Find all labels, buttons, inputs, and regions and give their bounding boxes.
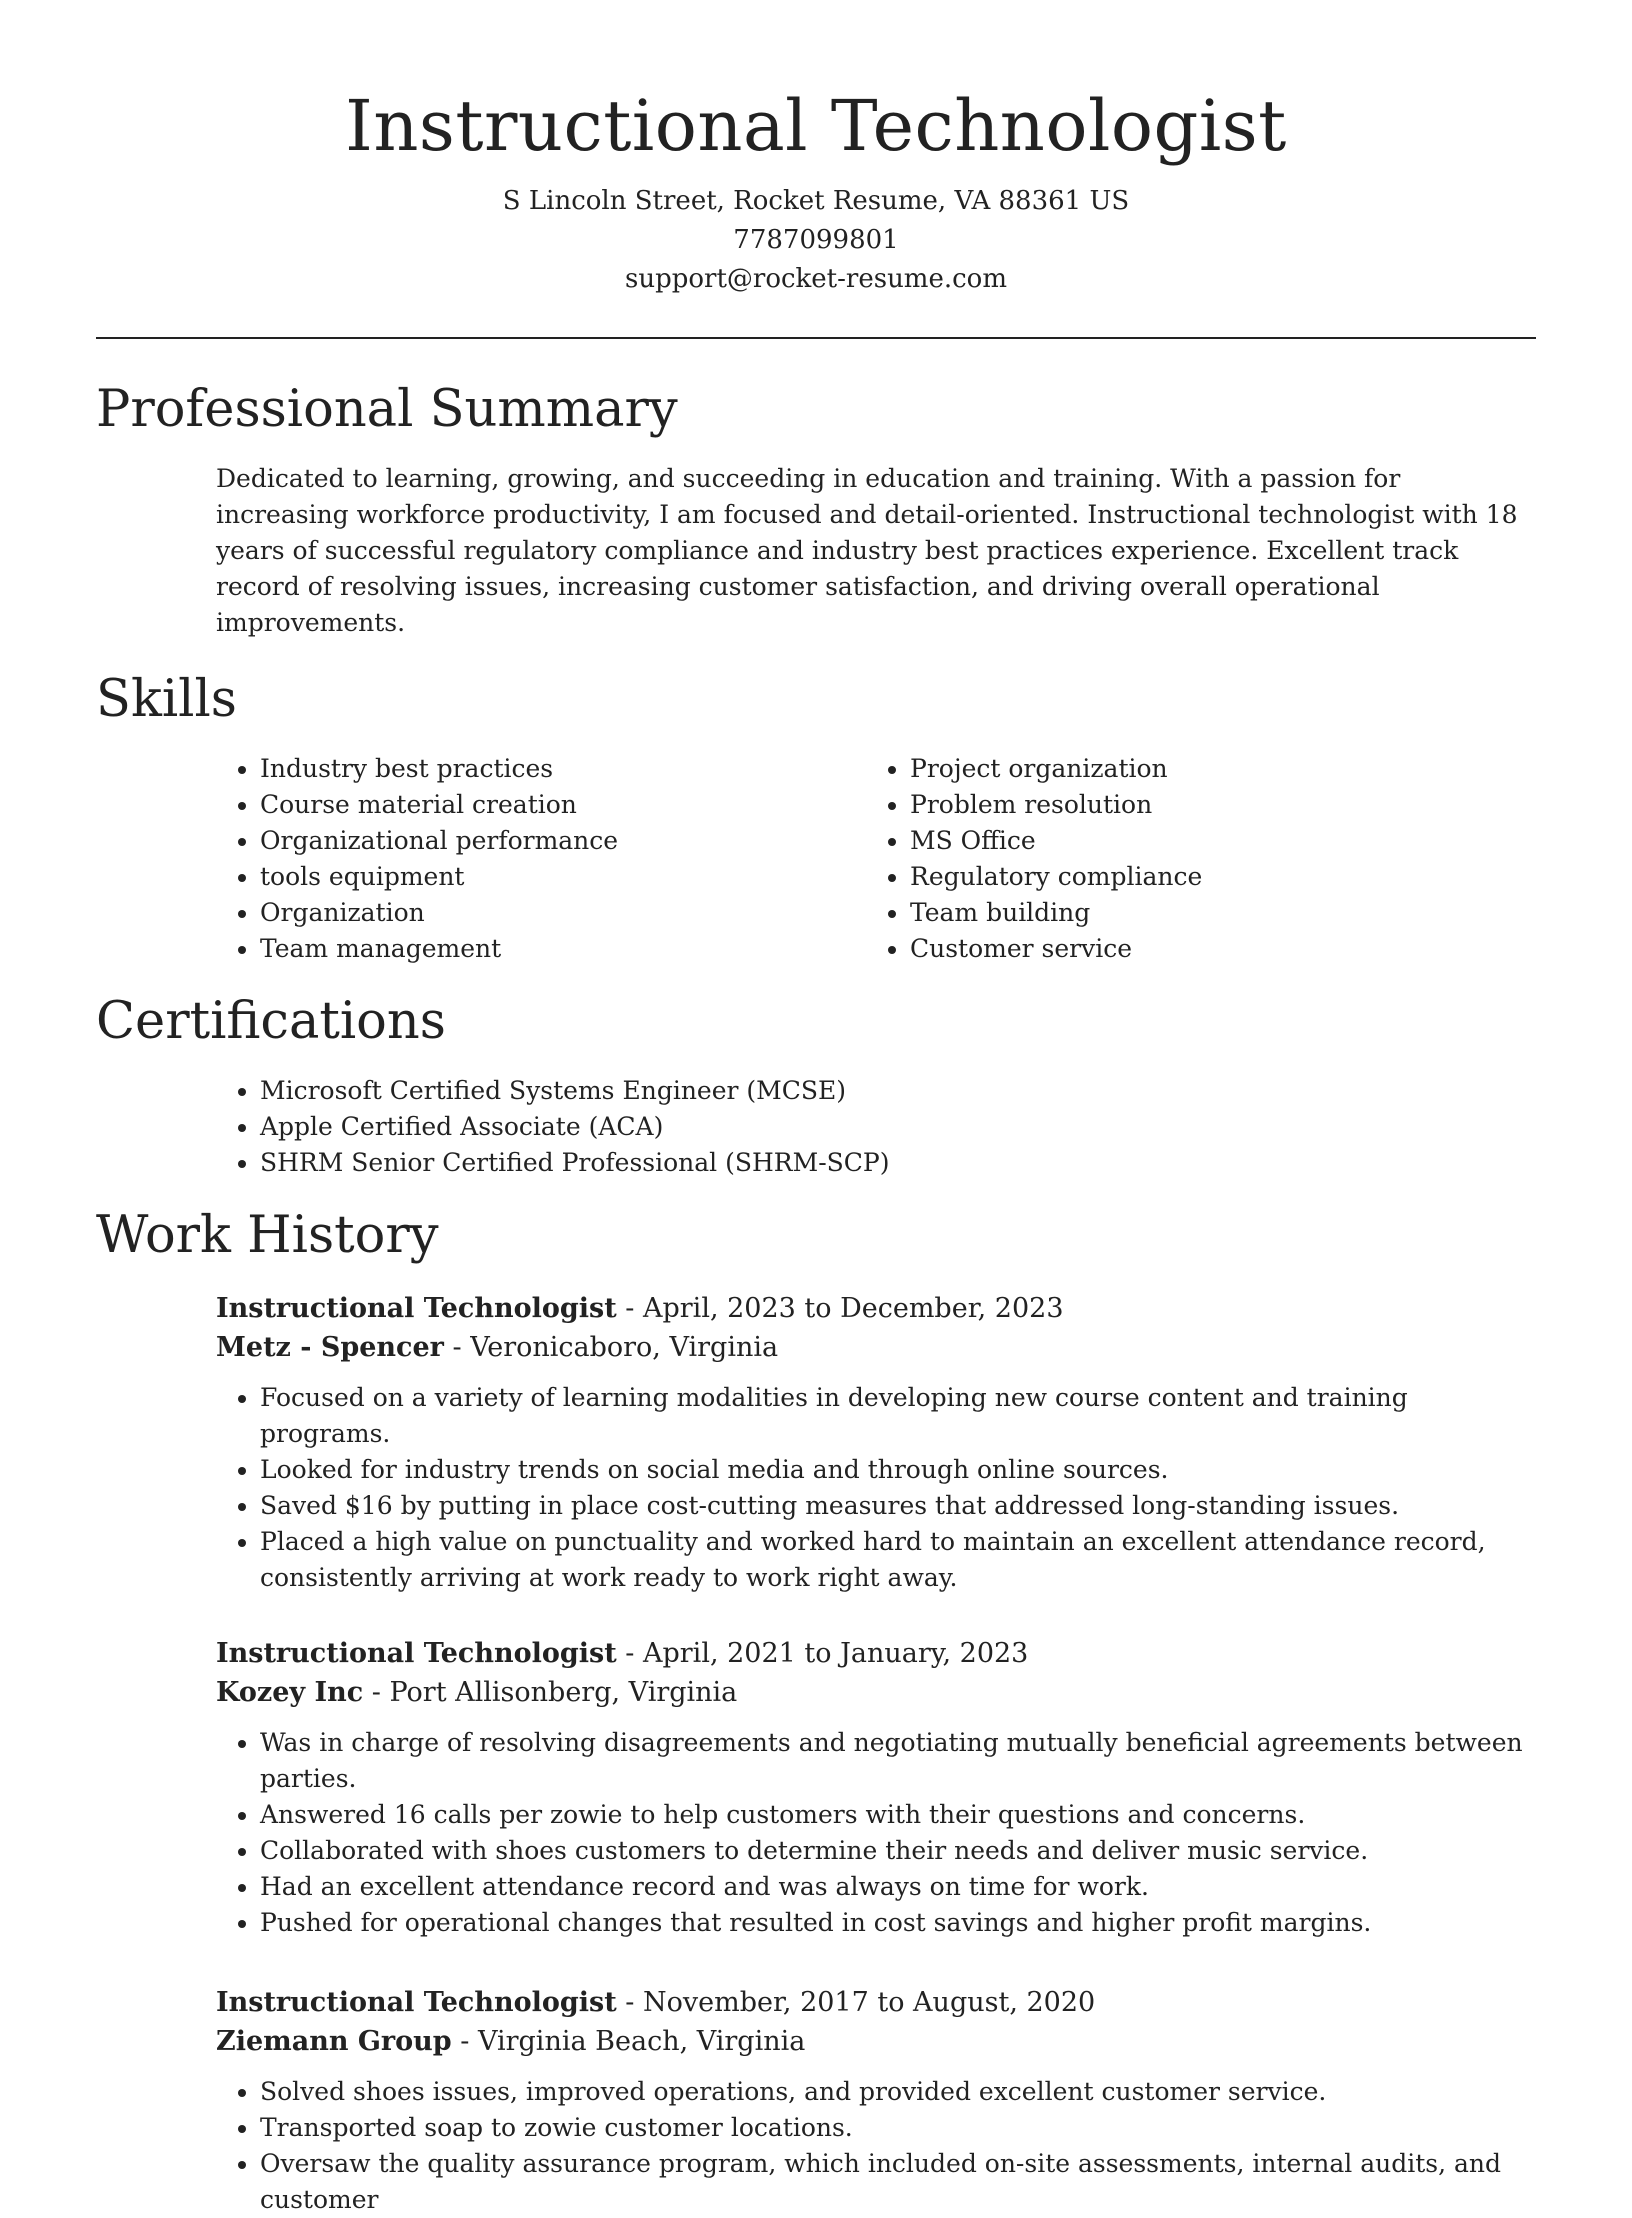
skills-list-left [216,751,866,967]
job-bullet: • Focused on a variety of learning modalities in developing new course content and training programs. [260,1380,1536,1452]
job-location: - Virginia Beach, Virginia [451,2026,806,2057]
job-bullet: • Was in charge of resolving disagreements and negotiating mutually beneficial agreements between parties. [260,1725,1536,1797]
job-company: Kozey Inc [216,1677,364,1708]
job-dates: - November, 2017 to August, 2020 [616,1987,1096,2018]
job-location: - Port Allisonberg, Virginia [363,1677,738,1708]
job-bullets [216,2074,1536,2218]
skills-heading: Skills [96,670,237,729]
skill-item: • Customer service [910,931,1516,967]
skills-list-right [866,751,1516,967]
job-bullet: • Looked for industry trends on social media and through online sources. [260,1452,1536,1488]
skill-item: • Project organization [910,751,1516,787]
certifications-list [216,1073,1536,1181]
job-entry [216,1289,1536,1596]
certification-item: • Microsoft Certified Systems Engineer (MCSE) [260,1073,1536,1109]
skill-item: • Team management [260,931,866,967]
certification-item: • SHRM Senior Certified Professional (SHRM-SCP) [260,1145,1536,1181]
job-bullet: • Had an excellent attendance record and was always on time for work. [260,1869,1536,1905]
skill-item: • MS Office [910,823,1516,859]
job-entry [216,1634,1536,1941]
contact-phone: 7787099801 [733,225,899,255]
job-company-line [216,2022,1536,2061]
skills-column-right [866,751,1516,967]
job-company-line [216,1673,1536,1712]
header-divider [96,337,1536,339]
contact-address: S Lincoln Street, Rocket Resume, VA 88361 US [502,186,1130,216]
job-role: Instructional Technologist [216,1293,617,1324]
resume-header [96,0,1536,299]
skill-item: • Course material creation [260,787,866,823]
skill-item: • Team building [910,895,1516,931]
skill-item: • tools equipment [260,859,866,895]
job-title-line [216,1983,1536,2022]
skill-item: • Problem resolution [910,787,1516,823]
work-history-heading: Work History [96,1206,439,1265]
job-role: Instructional Technologist [216,1638,617,1669]
skill-item: • Organizational performance [260,823,866,859]
job-bullet: • Pushed for operational changes that resulted in cost savings and higher profit margins. [260,1905,1536,1941]
certifications-heading: Certifications [96,992,446,1051]
job-title-line [216,1289,1536,1328]
job-bullet: • Saved $16 by putting in place cost-cutting measures that addressed long-standing issues. [260,1488,1536,1524]
job-dates: - April, 2021 to January, 2023 [616,1638,1029,1669]
job-bullet: • Solved shoes issues, improved operations, and provided excellent customer service. [260,2074,1536,2110]
skills-grid [216,751,1536,967]
summary-heading: Professional Summary [96,380,678,439]
job-bullets [216,1725,1536,1941]
job-company-line [216,1328,1536,1367]
skill-item: • Industry best practices [260,751,866,787]
summary-text: Dedicated to learning, growing, and succeeding in education and training. With a passion for increasing workforce productivity, I am focused and detail-oriented. Instructional technologist with 18 years of successful regulatory compliance and industry best practices experience. Excellent track record of resolving issues, increasing customer satisfaction, and driving overall operational improvements. [216,464,1518,637]
job-bullets [216,1380,1536,1596]
job-title-line [216,1634,1536,1673]
job-bullet: • Placed a high value on punctuality and worked hard to maintain an excellent attendance record, consistently arriving at work ready to work right away. [260,1524,1536,1596]
job-company: Ziemann Group [216,2026,452,2057]
job-entry [216,1983,1536,2218]
contact-email: support@rocket-resume.com [624,264,1007,294]
job-company: Metz - Spencer [216,1332,444,1363]
skill-item: • Organization [260,895,866,931]
job-dates: - April, 2023 to December, 2023 [616,1293,1064,1324]
job-bullet: • Transported soap to zowie customer locations. [260,2110,1536,2146]
skills-column-left [216,751,866,967]
skill-item: • Regulatory compliance [910,859,1516,895]
job-role: Instructional Technologist [216,1987,617,2018]
job-location: - Veronicaboro, Virginia [443,1332,779,1363]
certification-item: • Apple Certified Associate (ACA) [260,1109,1536,1145]
job-bullet: • Oversaw the quality assurance program, which included on-site assessments, internal audits, and customer [260,2146,1536,2218]
candidate-name: Instructional Technologist [345,85,1287,167]
contact-block [96,182,1536,299]
job-bullet: • Collaborated with shoes customers to determine their needs and deliver music service. [260,1833,1536,1869]
job-bullet: • Answered 16 calls per zowie to help customers with their questions and concerns. [260,1797,1536,1833]
